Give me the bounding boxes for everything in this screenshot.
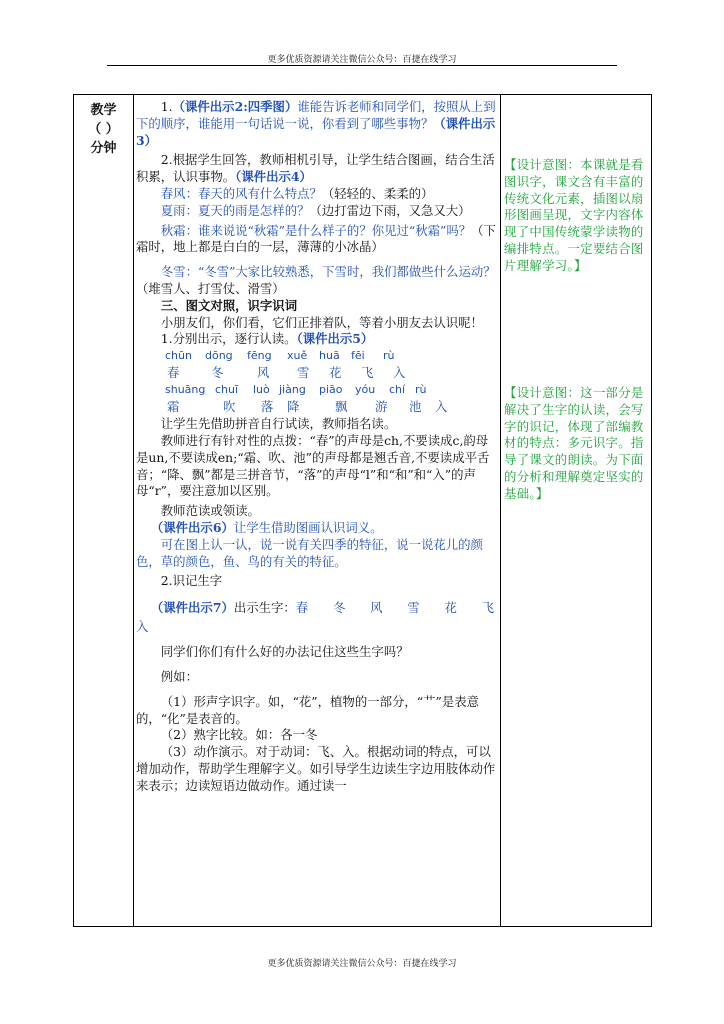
time-label-line2: （ ） [88, 122, 119, 137]
hanzi: 吹 [223, 399, 236, 415]
courseware-tag: （课件出示7） [150, 600, 234, 616]
teaching-process-cell [136, 99, 519, 795]
design-note-1: 【设计意图：本课就是看图识字，课文含有丰富的传统文化元素，插图以扇形图画呈现，文字内容体现了中国传统蒙学读物的编排特点。一定要结合图片理解学习。】 [504, 157, 644, 273]
pinyin-row-2 [165, 382, 498, 398]
pinyin: rù [383, 349, 395, 363]
example-label: 例如： [160, 668, 198, 684]
method3-paragraph: （3）动作演示。对于动词：飞、入。根据动词的特点，可以增加动作，帮助学生理解字义。如引导学生边读生字边用肢体动作来表示；边读短语边做动作。通过读一 [136, 744, 496, 793]
step1-read-text: 1.分别出示，逐行认读。 [160, 331, 297, 347]
autumn-paragraph [136, 223, 498, 257]
step7-chars: 春 冬 风 雪 花 飞 入 [136, 600, 519, 635]
hanzi: 入 [393, 365, 406, 381]
pinyin: shuāng [165, 383, 206, 397]
step2-paragraph [136, 152, 498, 186]
header-rule [107, 65, 617, 66]
model-read-paragraph: 教师范读或领读。 [160, 503, 260, 519]
pinyin: fēi [351, 349, 365, 363]
pinyin: dōng [205, 349, 233, 363]
summer-paragraph [136, 203, 498, 220]
step7-text: 出示生字： [233, 600, 296, 616]
summer-answer: （边打雷边下雨，又急又大） [309, 202, 471, 218]
hanzi: 飘 [335, 399, 348, 415]
hanzi: 游 [375, 399, 388, 415]
step1-read-paragraph [136, 331, 498, 348]
pinyin: rù [415, 383, 427, 397]
hanzi: 霜 [167, 399, 180, 415]
method1-paragraph: （1）形声字识字。如，“花”，植物的一部分，“艹”是表意的，“化”是表音的。 [136, 693, 480, 726]
summer-question: 夏雨：夏天的雨是怎样的？ [160, 202, 310, 218]
spring-question: 春风：春天的风有什么特点？ [160, 185, 322, 201]
winter-paragraph [136, 264, 498, 298]
hanzi: 雪 [297, 365, 310, 381]
autumn-question: 秋霜：谁来说说“秋霜”是什么样子的？你见过“秋霜”吗？ [160, 222, 472, 238]
column-divider-left [133, 95, 134, 926]
question-paragraph: 同学们你们有什么好的办法记住这些生字吗？ [160, 644, 409, 660]
hanzi: 飞 [361, 365, 374, 381]
pinyin: fēng [247, 349, 272, 363]
char-row-1 [165, 364, 498, 382]
section-heading: 三、图文对照，识字识词 [160, 297, 298, 313]
step2-text: 2.根据学生回答，教师相机引导，让学生结合图画，结合生活积累，认识事物。 [136, 152, 495, 185]
hanzi: 春 [167, 365, 180, 381]
step1-paragraph [136, 99, 498, 149]
pinyin: jiàng [279, 383, 306, 397]
pinyin: yóu [355, 383, 376, 397]
step1-text: 谁能告诉老师和同学们，按照从上到下的顺序，谁能用一句话说一说，你看到了哪些事物？ [136, 99, 496, 131]
hanzi: 池 [409, 399, 422, 415]
method2-paragraph: （2）熟字比较。如：各一冬 [160, 727, 318, 743]
hanzi: 落 [261, 399, 274, 415]
winter-answer: （堆雪人、打雪仗、滑雪） [136, 280, 285, 296]
time-label-line1: 教学 [90, 103, 117, 118]
pinyin: piāo [319, 383, 343, 397]
autumn-answer: （下霜时，地上都是白白的一层，薄薄的小冰晶） [136, 222, 496, 255]
step6-text: 让学生借助图画认识词义。 [233, 519, 383, 535]
pinyin: xuě [287, 349, 308, 363]
time-label-line3: 分钟 [90, 141, 117, 156]
page-footer: 更多优质资源请关注微信公众号：百捷在线学习 [267, 959, 457, 969]
pinyin: chuī [215, 383, 239, 397]
pinyin: chūn [165, 349, 192, 363]
pinyin: chí [389, 383, 406, 397]
char-row-2 [165, 398, 498, 416]
hanzi: 入 [435, 399, 448, 415]
step6-more-paragraph: 可在图上认一认，说一说有关四季的特征，说一说花儿的颜色，草的颜色，鱼、鸟的有关的特征。 [136, 536, 483, 569]
pinyin: luò [253, 383, 270, 397]
step1-num: 1. [160, 99, 173, 114]
step2-heading: 2.识记生字 [160, 573, 223, 589]
courseware-tag: （课件出示6） [150, 519, 234, 535]
pinyin-row-1 [165, 348, 498, 364]
self-read-paragraph: 让学生先借助拼音自行试读，教师指名读。 [160, 416, 397, 432]
intro-paragraph: 小朋友们，你们看，它们正排着队，等着小朋友去认识呢！ [160, 314, 483, 330]
spring-paragraph [136, 186, 498, 203]
spring-answer: （轻轻的、柔柔的） [321, 185, 434, 201]
courseware-tag: （课件出示2:四季图） [172, 99, 298, 114]
hanzi: 风 [257, 365, 270, 381]
courseware-tag: （课件出示3） [136, 115, 496, 148]
hanzi: 降 [287, 399, 300, 415]
hanzi: 冬 [211, 365, 224, 381]
winter-question: 冬雪：“冬雪”大家比较熟悉，下雪时，我们都做些什么运动？ [160, 264, 496, 280]
design-note-2: 【设计意图：这一部分是解决了生字的认读，会写字的识记，体现了部编教材的特点：多元识字。指导了课文的朗读。为下面的分析和理解奠定坚实的基础。】 [504, 385, 644, 501]
step6-paragraph [136, 520, 498, 537]
courseware-tag: （课件出示5） [296, 331, 374, 347]
hanzi: 花 [329, 365, 342, 381]
step7-paragraph [136, 598, 519, 636]
column-divider-right [500, 95, 501, 926]
page-header: 更多优质资源请关注微信公众号：百捷在线学习 [267, 55, 457, 65]
teacher-guide-paragraph: 教师进行有针对性的点拨：“春”的声母是ch,不要读成c,韵母是un,不要读成en;“霜、吹、池”的声母都是翘舌音,不要读成平舌音；“降、飘”都是三拼音节，“落”的声母“l”和“和”和“入”的声母“r”，要注意加以区别。 [136, 432, 490, 499]
pinyin: huā [319, 349, 340, 363]
time-cell [74, 101, 133, 158]
courseware-tag: （课件出示4） [235, 169, 312, 185]
lesson-table [73, 94, 652, 927]
